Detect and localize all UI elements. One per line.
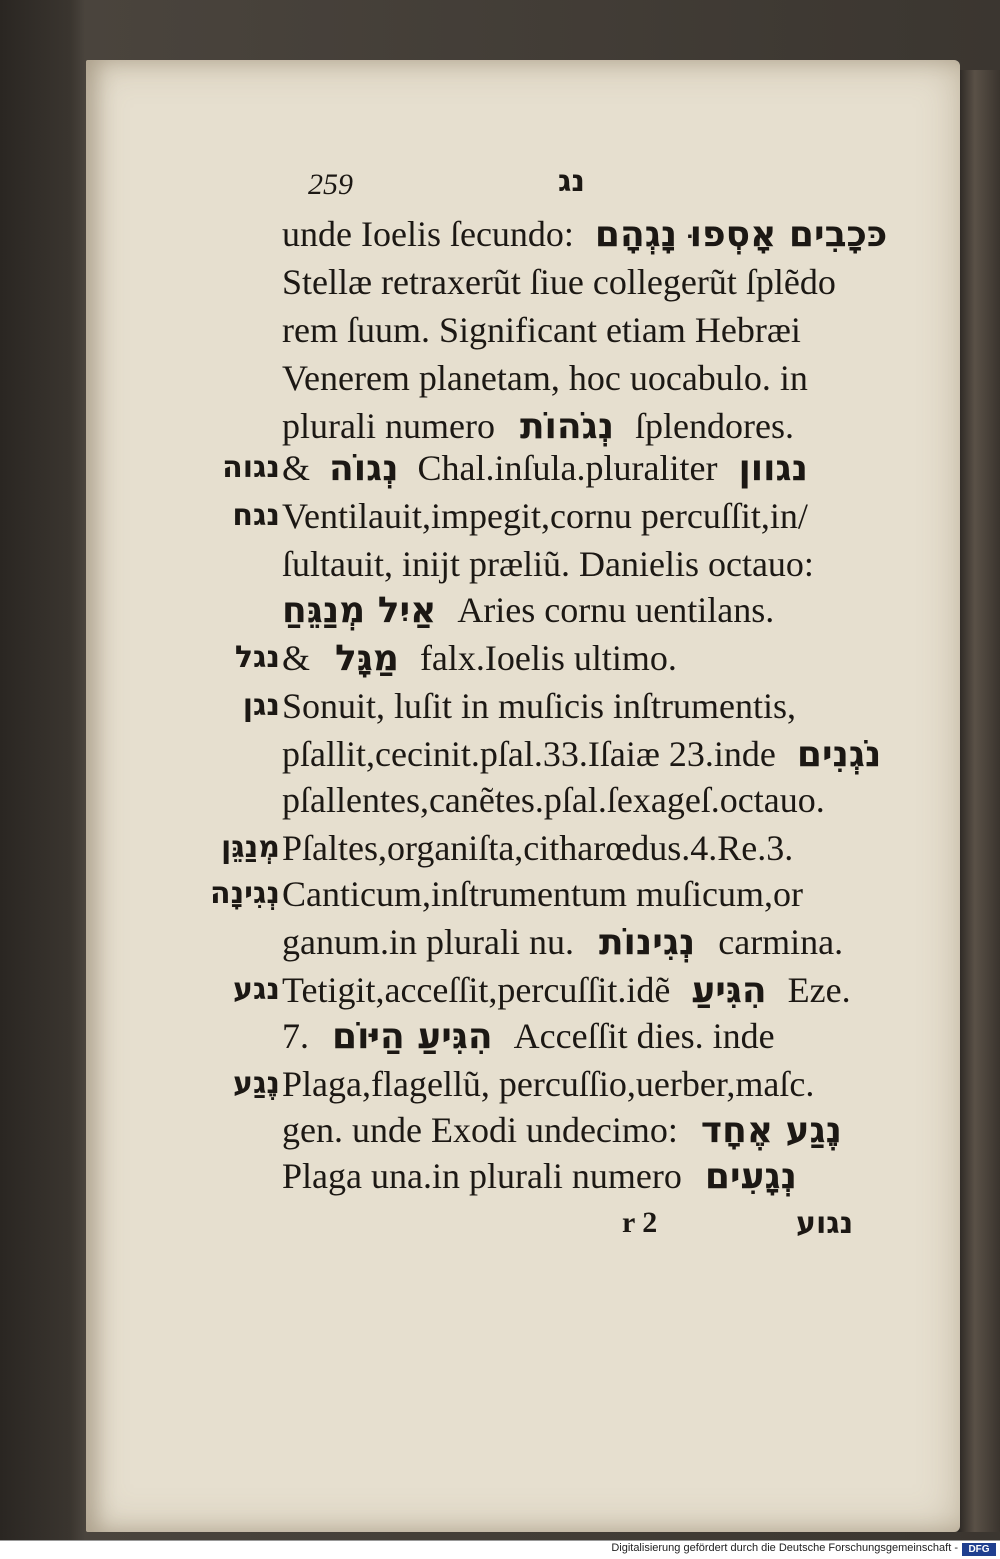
text-line: ſultauit, inijt præliũ. Danielis octauo:: [282, 544, 814, 584]
margin-headword: מְנַגֵּן: [220, 830, 280, 865]
text-line: Plaga,flagellũ, percuſſio,uerber,maſc.: [282, 1064, 815, 1104]
text-line: & מַגָּל falx.Ioelis ultimo.: [282, 638, 677, 679]
margin-headword: נֶגַע: [233, 1066, 280, 1101]
text-line: Stellæ retraxerũt ſiue collegerũt ſplẽdo: [282, 262, 836, 302]
margin-headword: נגוה: [222, 450, 280, 485]
footer-bar: [0, 1540, 1000, 1559]
footer-credit: Digitalisierung gefördert durch die Deutsche Forschungsgemeinschaft -: [611, 1542, 958, 1554]
dfg-logo: DFG: [962, 1543, 996, 1556]
text-line: gen. unde Exodi undecimo: נֶגַע אֶחָד: [282, 1110, 842, 1151]
text-line: Sonuit, luſit in muſicis inſtrumentis,: [282, 686, 797, 726]
text-line: rem ſuum. Significant etiam Hebræi: [282, 310, 801, 350]
catchword: נגוע: [796, 1206, 854, 1241]
text-line: 7. הִגִּיעַ הַיּוֹם Acceſſit dies. inde: [282, 1016, 775, 1057]
signature-mark: r 2: [622, 1206, 658, 1239]
text-line: Plaga una.in plurali numero נְגָעִים: [282, 1156, 797, 1197]
margin-headword: נְגִינָה: [209, 876, 280, 911]
margin-headword: נגע: [233, 972, 280, 1007]
text-line: ganum.in plurali nu. נְגִינוֹת carmina.: [282, 922, 844, 963]
margin-headword: נגן: [242, 688, 280, 723]
page-number: 259: [308, 168, 353, 201]
running-head: נג: [558, 164, 585, 199]
text-line: אַיִל מְנַגֵּחַ Aries cornu uentilans.: [282, 590, 775, 631]
text-line: Canticum,inſtrumentum muſicum,or: [282, 874, 803, 914]
text-line: pſallit,cecinit.pſal.33.Iſaiæ 23.inde נֹגְנִים: [282, 734, 882, 775]
text-line: Ventilauit,impegit,cornu percuſſit,in/: [282, 496, 808, 536]
book-edge: [958, 70, 1000, 1532]
page-text: [86, 60, 960, 1532]
text-line: Pſaltes,organiſta,citharœdus.4.Re.3.: [282, 828, 794, 868]
margin-headword: נגל: [234, 640, 280, 675]
book-page: [86, 60, 960, 1532]
text-line: pſallentes,canẽtes.pſal.ſexageſ.octauo.: [282, 780, 825, 820]
text-line: Tetigit,acceſſit,percuſſit.idẽ הִגִּיעַ Eze.: [282, 970, 851, 1011]
text-line: & נְגוֹה Chal.inſula.pluraliter נגוון: [282, 448, 808, 489]
text-line: unde Ioelis ſecundo: כּכָבִים אָסְפוּ נָגְהָם: [282, 214, 888, 255]
text-line: plurali numero נְגֹהוֹת ſplendores.: [282, 406, 794, 447]
margin-headword: נגח: [232, 498, 280, 533]
text-line: Venerem planetam, hoc uocabulo. in: [282, 358, 808, 398]
